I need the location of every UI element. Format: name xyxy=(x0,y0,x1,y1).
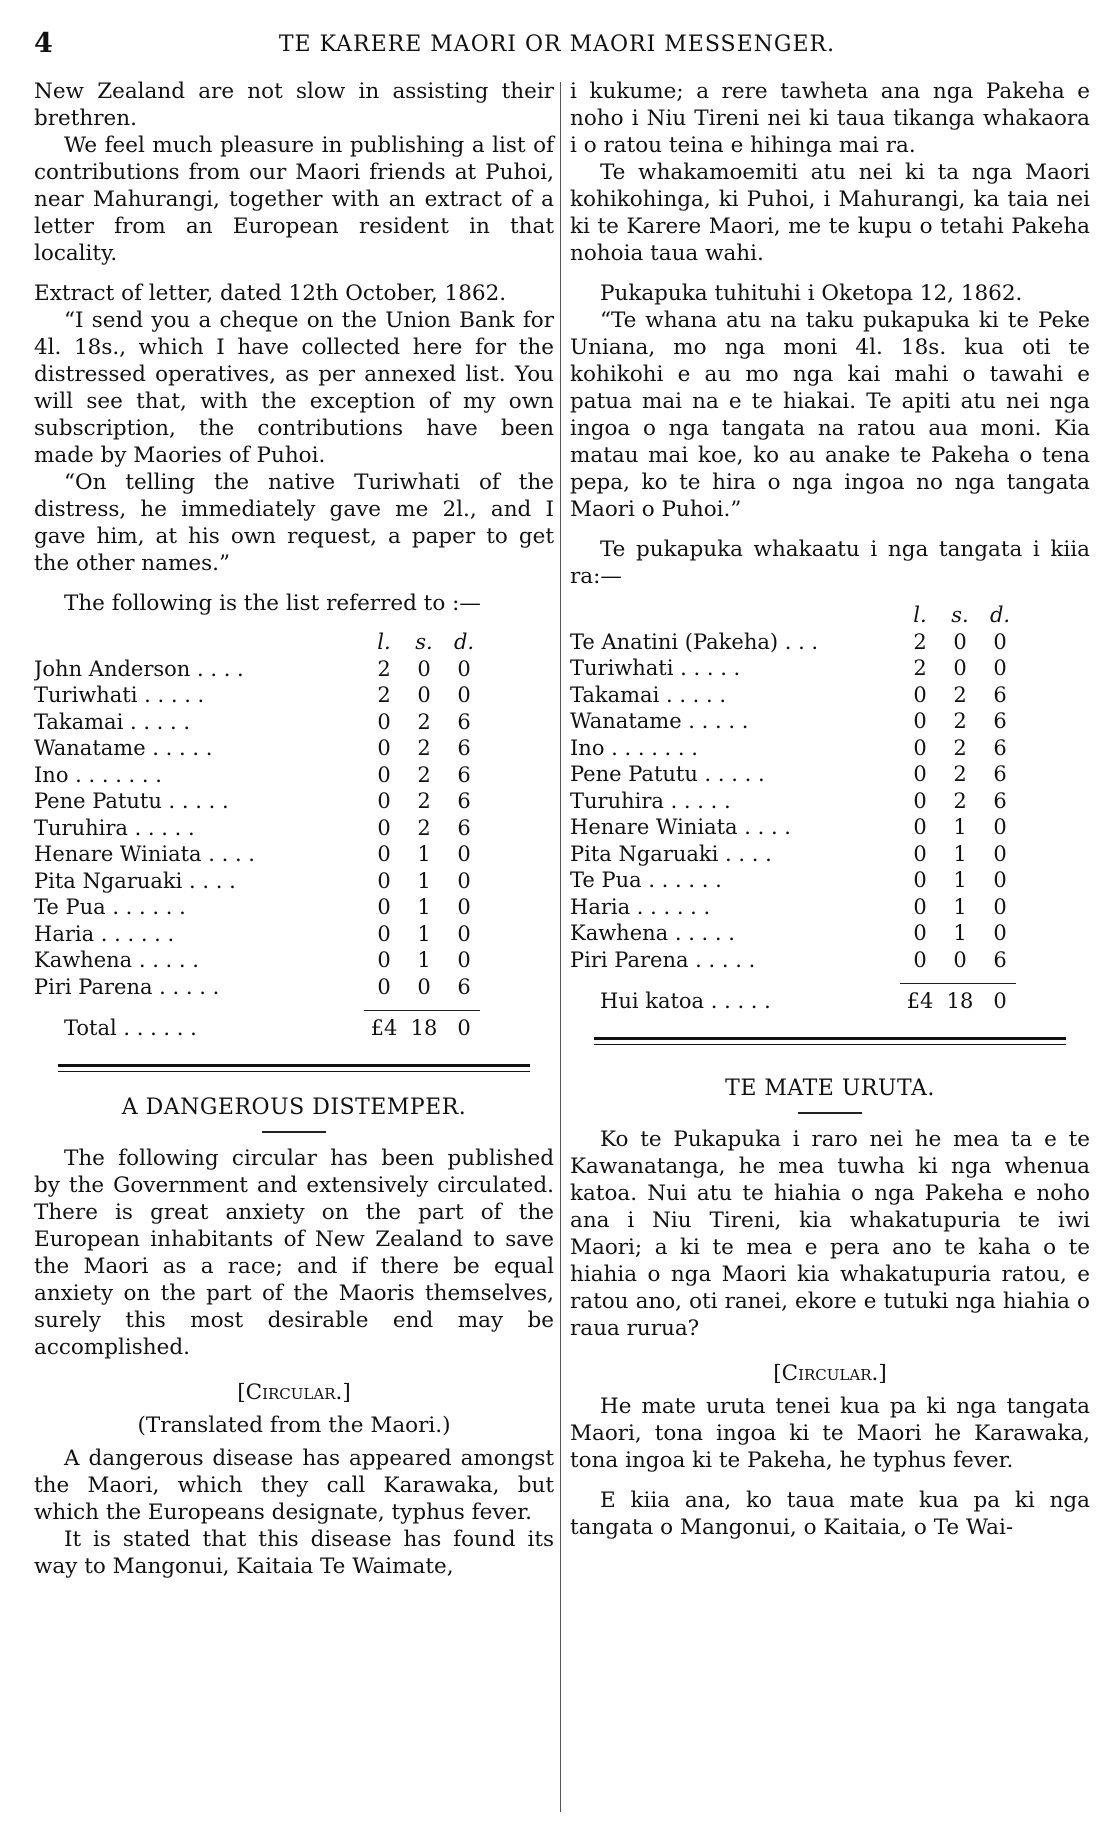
amount-shillings: 0 xyxy=(953,629,967,654)
table-row xyxy=(570,629,1090,656)
contributor-name: Kawhena . . . . . xyxy=(34,948,199,972)
contributions-table xyxy=(570,602,1090,973)
contributor-name: Te Pua . . . . . . xyxy=(34,895,186,919)
amount-shillings: 2 xyxy=(417,762,431,787)
col-shillings: s. xyxy=(415,630,433,654)
amount-shillings: 2 xyxy=(953,682,967,707)
short-rule xyxy=(798,1112,862,1114)
amount-pence: 0 xyxy=(457,948,471,972)
table-row xyxy=(570,682,1090,709)
extract-heading: Extract of letter, dated 12th October, 1862. xyxy=(34,281,507,306)
total-shillings: 18 xyxy=(410,1016,438,1040)
table-row xyxy=(570,655,1090,682)
amount-pence: 6 xyxy=(457,974,471,999)
amount-pence: 6 xyxy=(457,815,471,840)
paragraph: “Te whana atu na taku pukapuka ki te Peke Uniana, mo nga moni 4l. 18s. kua oti te kohikohi e au mo nga kai mahi o tawahi e patua mai na e te hiakai. Te apiti atu nei nga ingoa o nga tangata na ratou aua moni. Kia matau mai koe, ko au anake te Pakeha o tena pepa, ko te hira o nga ingoa no nga tangata Maori o Puhoi.” xyxy=(570,308,1090,522)
contributor-name: Henare Winiata . . . . xyxy=(570,815,791,839)
amount-pounds: 0 xyxy=(377,921,391,946)
table-row xyxy=(34,709,554,736)
total-row xyxy=(34,1015,554,1042)
table-row xyxy=(570,920,1090,947)
table-row xyxy=(570,814,1090,841)
amount-shillings: 0 xyxy=(953,947,967,972)
contributor-name: Pita Ngaruaki . . . . xyxy=(570,841,772,866)
col-pounds: l. xyxy=(913,603,927,627)
table-row xyxy=(570,867,1090,894)
amount-pence: 0 xyxy=(457,895,471,919)
col-pence: d. xyxy=(989,603,1011,627)
amount-shillings: 2 xyxy=(417,789,431,813)
amount-shillings: 2 xyxy=(953,709,967,733)
amount-pence: 0 xyxy=(457,656,471,681)
total-pounds: £4 xyxy=(370,1016,398,1040)
amount-shillings: 2 xyxy=(417,815,431,840)
contributor-name: Te Anatini (Pakeha) . . . xyxy=(570,629,819,654)
amount-pounds: 0 xyxy=(377,974,391,999)
contributor-name: John Anderson . . . . xyxy=(34,656,244,681)
table-row xyxy=(34,656,554,683)
amount-shillings: 1 xyxy=(417,895,431,919)
table-row xyxy=(34,682,554,709)
table-row xyxy=(570,788,1090,815)
contributor-name: Piri Parena . . . . . xyxy=(34,974,220,999)
amount-shillings: 2 xyxy=(953,762,967,786)
amount-shillings: 2 xyxy=(953,735,967,760)
amount-pounds: 0 xyxy=(913,788,927,813)
table-header xyxy=(34,629,554,656)
amount-pence: 0 xyxy=(993,921,1007,945)
maori-column xyxy=(570,78,1090,1541)
amount-pence: 6 xyxy=(993,788,1007,813)
table-row xyxy=(34,974,554,1001)
table-row xyxy=(570,735,1090,762)
amount-shillings: 2 xyxy=(417,736,431,760)
total-shillings: 18 xyxy=(946,989,974,1013)
amount-shillings: 1 xyxy=(417,948,431,972)
amount-pence: 0 xyxy=(993,894,1007,919)
extract-heading: Pukapuka tuhituhi i Oketopa 12, 1862. xyxy=(600,281,1023,306)
table-row xyxy=(34,868,554,895)
contributor-name: Wanatame . . . . . xyxy=(570,709,749,733)
circular-label: [Circular.] xyxy=(237,1379,351,1405)
amount-shillings: 1 xyxy=(953,868,967,892)
total-pounds: £4 xyxy=(906,989,934,1013)
contributor-name: Henare Winiata . . . . xyxy=(34,842,255,866)
amount-pounds: 0 xyxy=(377,736,391,760)
table-row xyxy=(34,894,554,921)
amount-pence: 0 xyxy=(457,842,471,866)
amount-shillings: 1 xyxy=(417,921,431,946)
table-row xyxy=(570,841,1090,868)
contributor-name: Haria . . . . . . xyxy=(570,894,711,919)
table-row xyxy=(34,947,554,974)
paragraph: “On telling the native Turiwhati of the distress, he immediately gave me 2l., and I gave him, at his own request, a paper to get the other names.” xyxy=(34,470,554,576)
total-label: Total . . . . . . xyxy=(64,1016,197,1040)
table-row xyxy=(34,815,554,842)
paragraph: Te whakamoemiti atu nei ki ta nga Maori kohikohinga, ki Puhoi, i Mahurangi, ka taia nei ki te Karere Maori, me te kupu o tetahi Pakeha nohoia taua wahi. xyxy=(570,160,1090,266)
amount-shillings: 1 xyxy=(953,841,967,866)
page-number: 4 xyxy=(34,28,53,59)
double-rule xyxy=(594,1037,1066,1045)
circular-label: [Circular.] xyxy=(773,1360,887,1386)
list-intro: The following is the list referred to :— xyxy=(64,591,481,616)
contributor-name: Turuhira . . . . . xyxy=(34,815,195,840)
table-row xyxy=(34,841,554,868)
amount-pence: 6 xyxy=(457,736,471,760)
amount-pence: 0 xyxy=(457,683,471,707)
table-row xyxy=(34,788,554,815)
paragraph: A dangerous disease has appeared amongst the Maori, which they call Karawaka, but which the Europeans designate, typhus fever. xyxy=(34,1445,554,1525)
paragraph: E kiia ana, ko taua mate kua pa ki nga tangata o Mangonui, o Kaitaia, o Te Wai- xyxy=(570,1487,1090,1540)
contributor-name: Turiwhati . . . . . xyxy=(570,656,741,680)
table-header xyxy=(570,602,1090,629)
paragraph: We feel much pleasure in publishing a list of contributions from our Maori friends at Puhoi, near Mahurangi, together with an extract of a letter from an European resident in that locality. xyxy=(34,133,554,266)
amount-shillings: 0 xyxy=(953,656,967,680)
amount-pence: 0 xyxy=(457,921,471,946)
page-title: TE KARERE MAORI OR MAORI MESSENGER. xyxy=(278,32,836,57)
contributions-table xyxy=(34,629,554,1000)
total-pence: 0 xyxy=(457,1016,471,1040)
amount-shillings: 1 xyxy=(953,894,967,919)
amount-pounds: 0 xyxy=(377,948,391,972)
amount-pence: 6 xyxy=(457,709,471,734)
english-column xyxy=(34,78,554,1580)
total-pence: 0 xyxy=(993,989,1007,1013)
amount-pence: 0 xyxy=(993,815,1007,839)
amount-pence: 6 xyxy=(457,789,471,813)
amount-pounds: 0 xyxy=(913,735,927,760)
amount-shillings: 1 xyxy=(417,842,431,866)
amount-pounds: 0 xyxy=(377,762,391,787)
contributor-name: Pene Patutu . . . . . xyxy=(570,762,765,786)
table-row xyxy=(34,762,554,789)
amount-pounds: 2 xyxy=(377,683,391,707)
amount-pounds: 0 xyxy=(913,709,927,733)
table-row xyxy=(570,947,1090,974)
contributor-name: Haria . . . . . . xyxy=(34,921,175,946)
amount-pence: 6 xyxy=(993,762,1007,786)
contributor-name: Wanatame . . . . . xyxy=(34,736,213,760)
amount-pence: 0 xyxy=(993,868,1007,892)
amount-pence: 6 xyxy=(993,682,1007,707)
table-row xyxy=(34,735,554,762)
amount-pounds: 0 xyxy=(913,815,927,839)
amount-pence: 0 xyxy=(993,656,1007,680)
col-pounds: l. xyxy=(377,630,391,654)
list-intro: Te pukapuka whakaatu i nga tangata i kiia ra:— xyxy=(570,537,1090,589)
contributor-name: Takamai . . . . . xyxy=(34,709,191,734)
amount-shillings: 1 xyxy=(953,815,967,839)
contributor-name: Pita Ngaruaki . . . . xyxy=(34,868,236,893)
paragraph: He mate uruta tenei kua pa ki nga tangata Maori, tona ingoa ki te Maori he Karawaka, tona ingoa ki te Pakeha, he typhus fever. xyxy=(570,1393,1090,1473)
paragraph: Ko te Pukapuka i raro nei he mea ta e te Kawanatanga, he mea tuwha ki nga whenua katoa. Nui atu te hiahia o nga Pakeha e noho ana i Niu Tireni, kia whakatupuria te iwi Maori; a ki te mea e pera ano te kaha o te hiahia o nga Maori kia whakatupuria ratou, e ratou ano, oti ranei, ekore e tutuki nga hiahia o raua rurua? xyxy=(570,1126,1090,1341)
paragraph: The following circular has been published by the Government and extensively circulated. There is great anxiety on the part of the European inhabitants of New Zealand to save the Maori as a race; and if there be equal anxiety on the part of the Maoris themselves, surely this most desirable end may be accomplished. xyxy=(34,1145,554,1360)
amount-pence: 6 xyxy=(993,947,1007,972)
paragraph: i kukume; a rere tawheta ana nga Pakeha e noho i Niu Tireni nei ki taua tikanga whakaora i o ratou teina e hihinga mai ra. xyxy=(570,79,1090,158)
amount-shillings: 1 xyxy=(953,921,967,945)
amount-pence: 0 xyxy=(457,868,471,893)
amount-pounds: 0 xyxy=(377,842,391,866)
amount-pounds: 0 xyxy=(913,894,927,919)
amount-shillings: 2 xyxy=(417,709,431,734)
amount-pence: 0 xyxy=(993,629,1007,654)
translated-note: (Translated from the Maori.) xyxy=(137,1412,451,1438)
amount-pounds: 2 xyxy=(913,656,927,680)
col-pence: d. xyxy=(453,630,475,654)
amount-pounds: 0 xyxy=(377,895,391,919)
amount-pence: 6 xyxy=(993,709,1007,733)
table-row xyxy=(570,761,1090,788)
section-title: TE MATE URUTA. xyxy=(725,1075,935,1101)
contributor-name: Turuhira . . . . . xyxy=(570,788,731,813)
total-rule xyxy=(364,1010,480,1011)
amount-shillings: 0 xyxy=(417,683,431,707)
table-row xyxy=(570,894,1090,921)
contributor-name: Ino . . . . . . . xyxy=(34,762,162,787)
col-shillings: s. xyxy=(951,603,969,627)
amount-pounds: 0 xyxy=(913,921,927,945)
contributor-name: Piri Parena . . . . . xyxy=(570,947,756,972)
amount-pence: 6 xyxy=(993,735,1007,760)
total-label: Hui katoa . . . . . xyxy=(600,989,771,1013)
contributor-name: Kawhena . . . . . xyxy=(570,921,735,945)
amount-shillings: 0 xyxy=(417,974,431,999)
amount-shillings: 2 xyxy=(953,788,967,813)
column-divider xyxy=(560,82,561,1812)
contributor-name: Takamai . . . . . xyxy=(570,682,727,707)
paragraph: “I send you a cheque on the Union Bank for 4l. 18s., which I have collected here for the distressed operatives, as per annexed list. You will see that, with the exception of my own subscription, the contributions have been made by Maories of Puhoi. xyxy=(34,308,554,468)
amount-pounds: 0 xyxy=(913,682,927,707)
amount-pounds: 2 xyxy=(913,629,927,654)
amount-pounds: 0 xyxy=(913,762,927,786)
short-rule xyxy=(262,1131,326,1133)
double-rule xyxy=(58,1064,530,1072)
amount-pounds: 0 xyxy=(913,947,927,972)
table-row xyxy=(570,708,1090,735)
amount-pounds: 2 xyxy=(377,656,391,681)
contributor-name: Pene Patutu . . . . . xyxy=(34,789,229,813)
total-row xyxy=(570,988,1090,1015)
table-row xyxy=(34,921,554,948)
amount-pence: 0 xyxy=(993,841,1007,866)
total-rule xyxy=(900,983,1016,984)
amount-pounds: 0 xyxy=(913,841,927,866)
amount-pounds: 0 xyxy=(377,789,391,813)
amount-shillings: 0 xyxy=(417,656,431,681)
paragraph: It is stated that this disease has found its way to Mangonui, Kaitaia Te Waimate, xyxy=(34,1526,554,1579)
contributor-name: Turiwhati . . . . . xyxy=(34,683,205,707)
contributor-name: Te Pua . . . . . . xyxy=(570,868,722,892)
amount-pounds: 0 xyxy=(913,868,927,892)
page-header xyxy=(0,28,1114,68)
amount-pounds: 0 xyxy=(377,815,391,840)
contributor-name: Ino . . . . . . . xyxy=(570,735,698,760)
amount-pounds: 0 xyxy=(377,709,391,734)
section-title: A DANGEROUS DISTEMPER. xyxy=(121,1094,467,1120)
amount-shillings: 1 xyxy=(417,868,431,893)
amount-pence: 6 xyxy=(457,762,471,787)
amount-pounds: 0 xyxy=(377,868,391,893)
paragraph: New Zealand are not slow in assisting their brethren. xyxy=(34,79,554,131)
